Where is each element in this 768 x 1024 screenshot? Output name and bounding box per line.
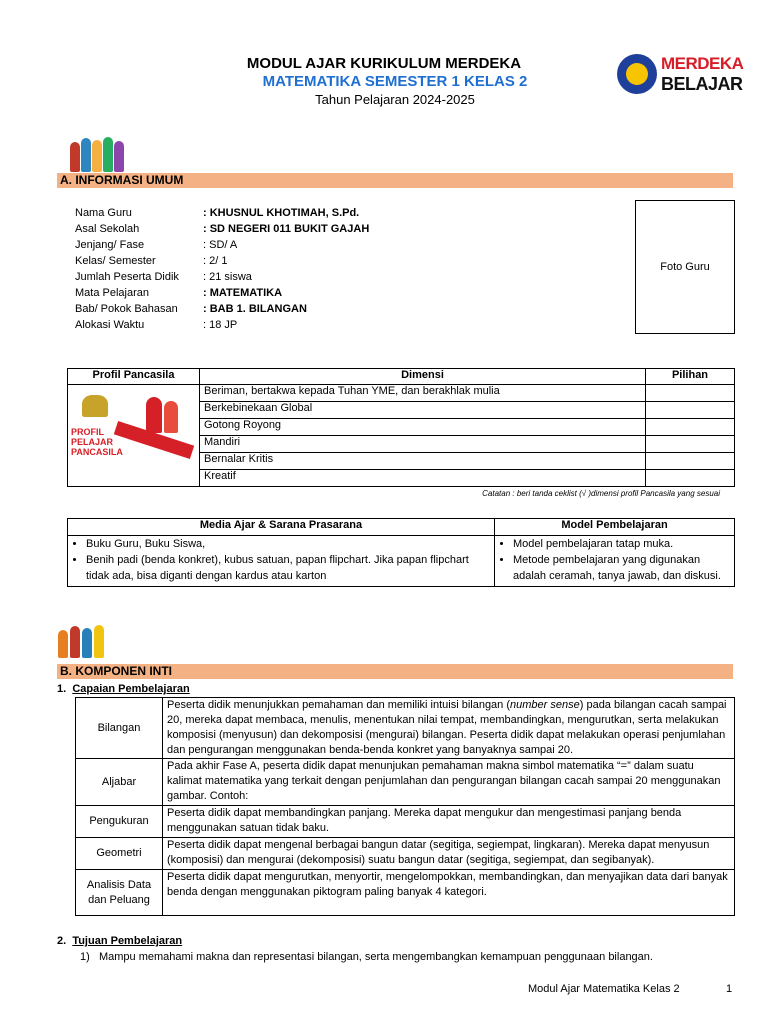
media-list-cell xyxy=(68,536,495,587)
cp-key: Analisis Data dan Peluang xyxy=(76,870,163,916)
page-number: 1 xyxy=(726,983,733,995)
section-a-heading: A. INFORMASI UMUM xyxy=(57,173,733,188)
footer-text: Modul Ajar Matematika Kelas 2 xyxy=(528,983,680,995)
merdeka-belajar-logo xyxy=(617,52,744,100)
info-row: Jumlah Peserta Didik : 21 siswa xyxy=(75,271,252,283)
table-header: Media Ajar & Sarana Prasarana xyxy=(68,519,495,536)
pilihan-checkbox-cell[interactable] xyxy=(646,419,735,436)
pilihan-checkbox-cell[interactable] xyxy=(646,453,735,470)
cp-text: Peserta didik dapat mengurutkan, menyortir, mengelompokkan, membandingkan, dan menyajikan data dari banyak benda dengan menggunakan piktogram paling banyak 4 kategori. xyxy=(163,870,735,916)
capaian-heading: 1. Capaian Pembelajaran xyxy=(57,683,190,695)
document-title: MODUL AJAR KURIKULUM MERDEKA xyxy=(246,55,522,72)
logo-text-merdeka: MERDEKA xyxy=(661,54,744,73)
cp-text: Peserta didik dapat mengenal berbagai bangun datar (segitiga, segiempat, lingkaran). Mereka dapat menyusun (komposisi) dan mengurai (dekomposisi) suatu bangun datar (segitiga, segiempat, dan segibanyak). xyxy=(163,838,735,870)
profil-pancasila-table xyxy=(67,368,735,487)
tut-wuri-handayani-icon xyxy=(617,54,657,94)
cp-key: Bilangan xyxy=(76,698,163,759)
people-illustration-icon xyxy=(68,134,128,172)
dimensi-row: Kreatif xyxy=(200,470,646,487)
capaian-table xyxy=(75,697,735,916)
pilihan-checkbox-cell[interactable] xyxy=(646,436,735,453)
section-b-heading: B. KOMPONEN INTI xyxy=(57,664,733,679)
table-header: Profil Pancasila xyxy=(68,369,200,385)
info-row: Asal Sekolah : SD NEGERI 011 BUKIT GAJAH xyxy=(75,223,370,235)
student-icon xyxy=(164,401,178,433)
dimensi-row: Gotong Royong xyxy=(200,419,646,436)
dimensi-row: Berkebinekaan Global xyxy=(200,402,646,419)
cp-text: Peserta didik dapat membandingkan panjang. Mereka dapat mengukur dan mengestimasi panjang benda menggunakan satuan tidak baku. xyxy=(163,806,735,838)
dimensi-row: Mandiri xyxy=(200,436,646,453)
logo-text-belajar: BELAJAR xyxy=(661,74,743,94)
people-illustration-icon xyxy=(56,620,116,658)
profil-pancasila-image: PROFIL PELAJAR PANCASILA xyxy=(68,385,200,487)
dimensi-row: Bernalar Kritis xyxy=(200,453,646,470)
model-list-cell xyxy=(495,536,735,587)
info-row: Jenjang/ Fase : SD/ A xyxy=(75,239,238,251)
cp-text: Peserta didik menunjukkan pemahaman dan memiliki intuisi bilangan (number sense) pada bilangan cacah sampai 20, mereka dapat membaca, menulis, menentukan nilai tempat, membandingkan, mengurutkan, serta melakukan komposisi (menyusun) dan dekomposisi (mengurai) bilangan. Peserta didik dapat melakukan operasi penjumlahan dan pengurangan menggunakan benda-benda konkret yang banyaknya sampai 20. xyxy=(163,698,735,759)
table-header: Pilihan xyxy=(646,369,735,385)
student-icon xyxy=(146,397,162,433)
list-item: • Model pembelajaran tatap muka. xyxy=(513,536,730,552)
profil-note: Catatan : beri tanda ceklist (√ )dimensi profil Pancasila yang sesuai xyxy=(482,489,720,498)
info-row: Kelas/ Semester : 2/ 1 xyxy=(75,255,228,267)
school-year: Tahun Pelajaran 2024-2025 xyxy=(315,92,475,107)
media-model-table xyxy=(67,518,735,587)
pilihan-checkbox-cell[interactable] xyxy=(646,470,735,487)
dimensi-row: Beriman, bertakwa kepada Tuhan YME, dan berakhlak mulia xyxy=(200,385,646,402)
cp-text: Pada akhir Fase A, peserta didik dapat menunjukan pemahaman makna simbol matematika “=” dalam suatu kalimat matematika yang terkait dengan penjumlahan dan pengurangan bilangan cacah sampai 20 menggunakan gambar. Contoh: xyxy=(163,759,735,806)
teacher-photo-box: Foto Guru xyxy=(635,200,735,334)
list-item: • Metode pembelajaran yang digunakan adalah ceramah, tanya jawab, dan diskusi. xyxy=(513,552,730,584)
tujuan-heading: 2. Tujuan Pembelajaran xyxy=(57,935,183,947)
info-row: Alokasi Waktu : 18 JP xyxy=(75,319,238,331)
pilihan-checkbox-cell[interactable] xyxy=(646,402,735,419)
list-item: • Buku Guru, Buku Siswa, xyxy=(86,536,490,552)
cp-key: Aljabar xyxy=(76,759,163,806)
tujuan-item: 1) Mampu memahami makna dan representasi bilangan, serta mengembangkan kemampuan penggunaan bilangan. xyxy=(80,951,653,963)
cp-key: Pengukuran xyxy=(76,806,163,838)
info-row: Mata Pelajaran : MATEMATIKA xyxy=(75,287,283,299)
document-subtitle: MATEMATIKA SEMESTER 1 KELAS 2 xyxy=(262,73,528,90)
info-row: Nama Guru : KHUSNUL KHOTIMAH, S.Pd. xyxy=(75,207,360,219)
table-header: Model Pembelajaran xyxy=(495,519,735,536)
info-row: Bab/ Pokok Bahasan : BAB 1. BILANGAN xyxy=(75,303,307,315)
pilihan-checkbox-cell[interactable] xyxy=(646,385,735,402)
table-header: Dimensi xyxy=(200,369,646,385)
cp-key: Geometri xyxy=(76,838,163,870)
garuda-icon xyxy=(82,395,108,417)
list-item: • Benih padi (benda konkret), kubus satuan, papan flipchart. Jika papan flipchart tidak ada, bisa diganti dengan kardus atau karton xyxy=(86,552,490,584)
